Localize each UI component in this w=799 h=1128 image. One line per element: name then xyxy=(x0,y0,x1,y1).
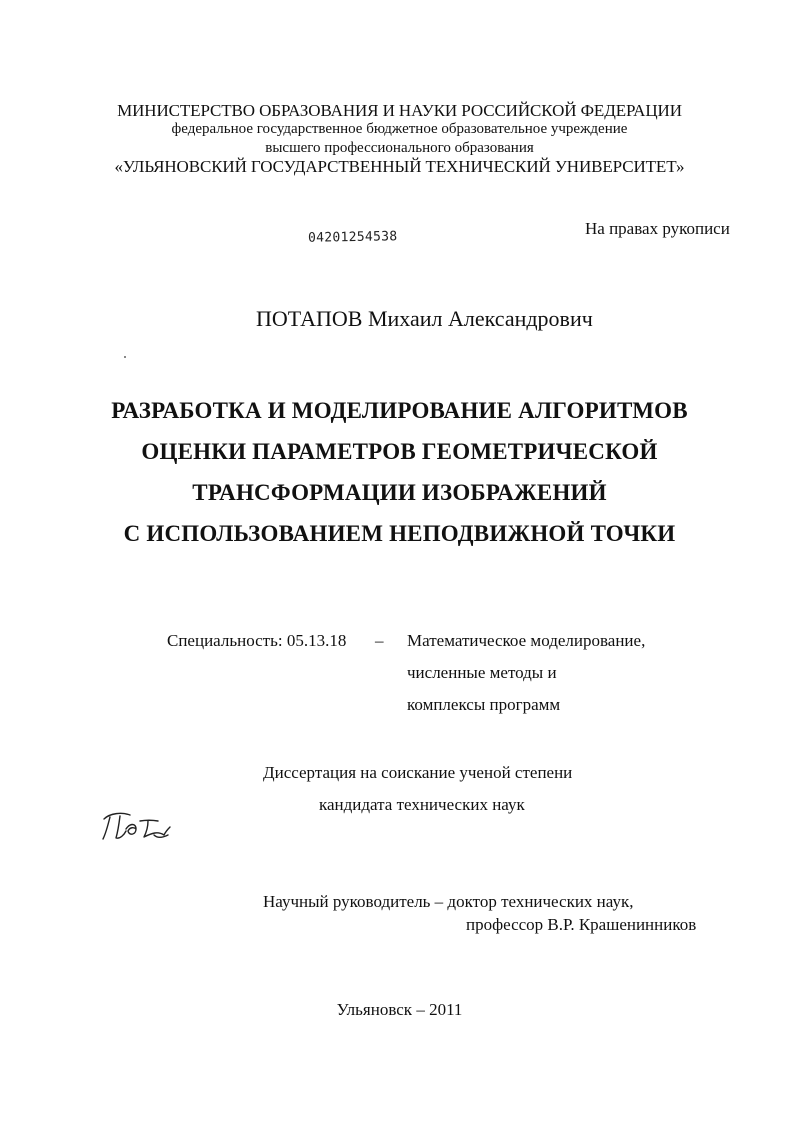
specialty-line-1: Математическое моделирование, xyxy=(407,631,646,650)
manuscript-note: На правах рукописи xyxy=(585,219,730,238)
ministry-name: МИНИСТЕРСТВО ОБРАЗОВАНИЯ И НАУКИ РОССИЙСКОЙ ФЕДЕРАЦИИ xyxy=(117,101,682,120)
education-level: высшего профессионального образования xyxy=(265,140,534,156)
handwritten-signature xyxy=(96,805,176,845)
supervisor-line-1: Научный руководитель – доктор технических наук, xyxy=(263,892,634,911)
specialty-line-2: численные методы и xyxy=(407,663,557,682)
author-name: ПОТАПОВ Михаил Александрович xyxy=(256,306,593,331)
specialty-label: Специальность: 05.13.18 xyxy=(167,631,347,650)
title-line-2: ОЦЕНКИ ПАРАМЕТРОВ ГЕОМЕТРИЧЕСКОЙ xyxy=(141,439,658,464)
registration-code: 04201254538 xyxy=(307,229,398,246)
dissertation-line-1: Диссертация на соискание ученой степени xyxy=(263,763,573,782)
title-line-4: С ИСПОЛЬЗОВАНИЕМ НЕПОДВИЖНОЙ ТОЧКИ xyxy=(123,521,676,546)
dissertation-line-2: кандидата технических наук xyxy=(319,795,525,814)
specialty-dash: – xyxy=(375,631,384,650)
specialty-line-3: комплексы программ xyxy=(407,695,561,714)
supervisor-line-2: профессор В.Р. Крашенинников xyxy=(466,915,697,934)
title-line-3: ТРАНСФОРМАЦИИ ИЗОБРАЖЕНИЙ xyxy=(192,480,607,505)
city-year: Ульяновск – 2011 xyxy=(336,1000,463,1019)
scan-speck xyxy=(124,356,126,358)
title-line-1: РАЗРАБОТКА И МОДЕЛИРОВАНИЕ АЛГОРИТМОВ xyxy=(111,398,688,423)
university-name: «УЛЬЯНОВСКИЙ ГОСУДАРСТВЕННЫЙ ТЕХНИЧЕСКИЙ УНИВЕРСИТЕТ» xyxy=(114,157,685,176)
institution-type: федеральное государственное бюджетное образовательное учреждение xyxy=(171,121,628,137)
